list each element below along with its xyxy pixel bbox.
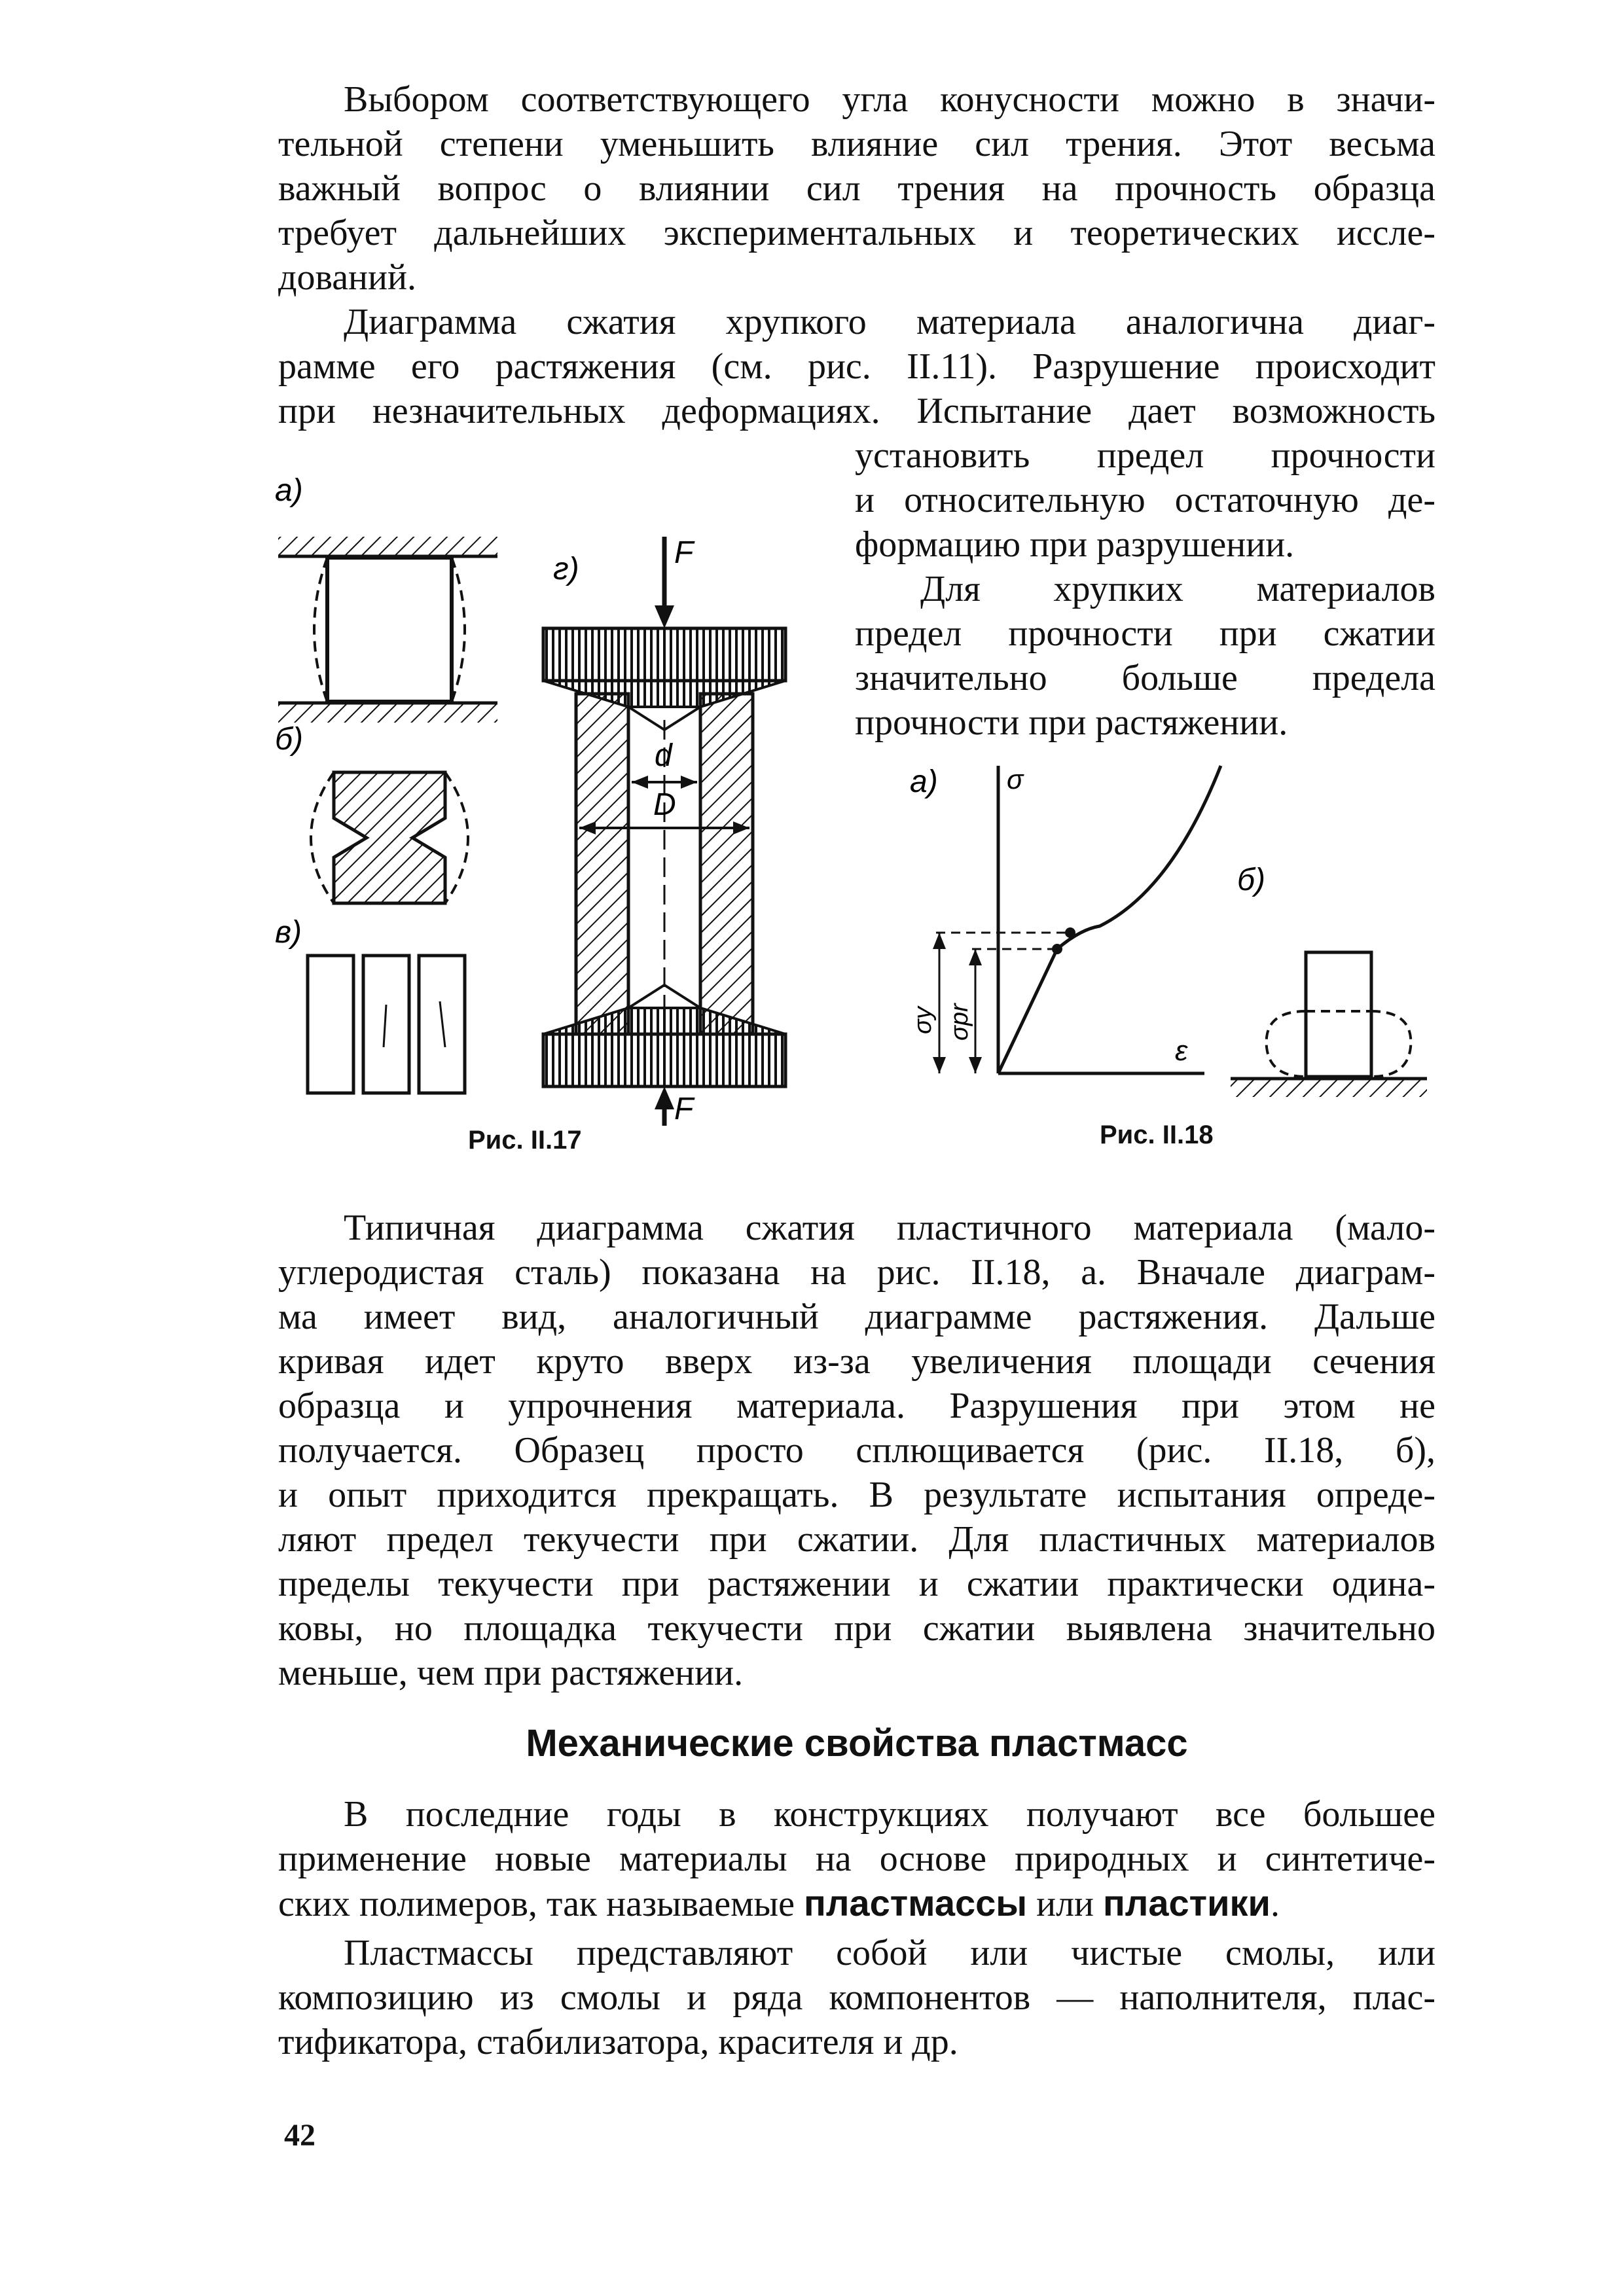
text-line: предел прочности при сжатии [855,613,1435,654]
fig17-label-d: d [655,738,672,773]
fig17-g-force-bottom-arrow [655,1086,674,1126]
figure-II-17 [262,471,838,1126]
text-line: образца и упрочнения материала. Разрушения при этом не [278,1386,1435,1426]
text-line: получается. Образец просто сплющивается (рис. II.18, б), [278,1430,1435,1471]
text-line: Выбором соответствующего угла конусности можно в значи- [344,79,1435,120]
text-line: рамме его растяжения (см. рис. II.11). Разрушение происходит [278,346,1435,387]
fig17-label-g: г) [553,552,579,586]
fig17-caption: Рис. II.17 [468,1126,582,1155]
term-plastiki: пластики [1102,1882,1271,1924]
text-line: пределы текучести при растяжении и сжатии практически одина- [278,1564,1435,1604]
section-heading: Механические свойства пластмасс [526,1722,1188,1765]
fig17-a-top-plate [278,537,497,556]
text-line: при незначительных деформациях. Испытание дает возможность [278,391,1435,431]
fig17-a-specimen [314,558,465,702]
text-line: Пластмассы представляют собой или чистые смолы, или [344,1933,1435,1973]
text-line: композицию из смолы и ряда компонентов — наполнителя, плас- [278,1977,1435,2018]
fig18-label-sigma-pr: σpr [946,1003,973,1041]
fig18-curve [998,766,1221,1073]
page-number: 42 [284,2118,316,2153]
fig18-label-sigma-y: σy [909,1007,937,1034]
text-line: значительно больше предела [855,658,1435,698]
text-line: Типичная диаграмма сжатия пластичного материала (мало- [344,1208,1435,1248]
figure-II-18 [897,753,1440,1106]
text-line: тельной степени уменьшить влияние сил трения. Этот весьма [278,124,1435,164]
text-line: и опыт приходится прекращать. В результате испытания опреде- [278,1475,1435,1515]
text-span: . [1270,1884,1280,1924]
text-line: применение новые материалы на основе природных и синтетиче- [278,1839,1435,1879]
fig18-label-b: б) [1237,863,1265,897]
text-line: Диаграмма сжатия хрупкого материала аналогична диаг- [344,302,1435,342]
fig17-v-specimen [308,956,465,1093]
fig17-b-specimen [311,772,468,903]
text-line: кривая идет круто вверх из-за увеличения площади сечения [278,1341,1435,1382]
fig17-a-bottom-plate [278,703,497,723]
text-line: ма имеет вид, аналогичный диаграмме растяжения. Дальше [278,1297,1435,1337]
fig17-label-a: а) [275,473,303,508]
text-line: В последние годы в конструкциях получают все большее [344,1794,1435,1835]
fig17-force-label-top: F [674,535,694,570]
text-line: формацию при разрушении. [855,524,1295,565]
fig18-epsilon-label: ε [1175,1035,1188,1067]
text-line: углеродистая сталь) показана на рис. II.18, а. Вначале диаграм- [278,1252,1435,1293]
text-line: установить предел прочности [855,435,1435,476]
fig17-label-D: D [653,787,676,822]
term-plastmassy: пластмассы [804,1882,1028,1924]
text-line: Для хрупких материалов [920,569,1435,609]
text-line: ляют предел текучести при сжатии. Для пластичных материалов [278,1519,1435,1560]
fig17-g-force-top-arrow [655,537,674,628]
text-line: прочности при растяжении. [855,702,1288,743]
fig18-sigma-label: σ [1007,764,1024,795]
text-line: ковы, но площадка текучести при сжатии выявлена значительно [278,1608,1435,1649]
text-line: требует дальнейших экспериментальных и теоретических иссле- [278,213,1435,253]
fig17-label-v: в) [275,915,302,950]
fig18-label-a: а) [910,764,938,799]
text-line [278,1881,1435,1926]
text-line: тификатора, стабилизатора, красителя и др. [278,2022,958,2062]
text-line: дований. [278,257,416,298]
text-line: важный вопрос о влиянии сил трения на прочность образца [278,168,1435,209]
text-line: и относительную остаточную де- [855,480,1435,520]
fig18-caption: Рис. II.18 [1100,1121,1214,1149]
text-span: ских полимеров, так называемые [278,1884,804,1924]
text-span: или [1027,1884,1103,1924]
fig17-force-label-bottom: F [674,1092,694,1126]
text-line: меньше, чем при растяжении. [278,1653,744,1693]
fig17-label-b: б) [275,722,303,757]
fig18-b-specimen [1231,952,1427,1097]
